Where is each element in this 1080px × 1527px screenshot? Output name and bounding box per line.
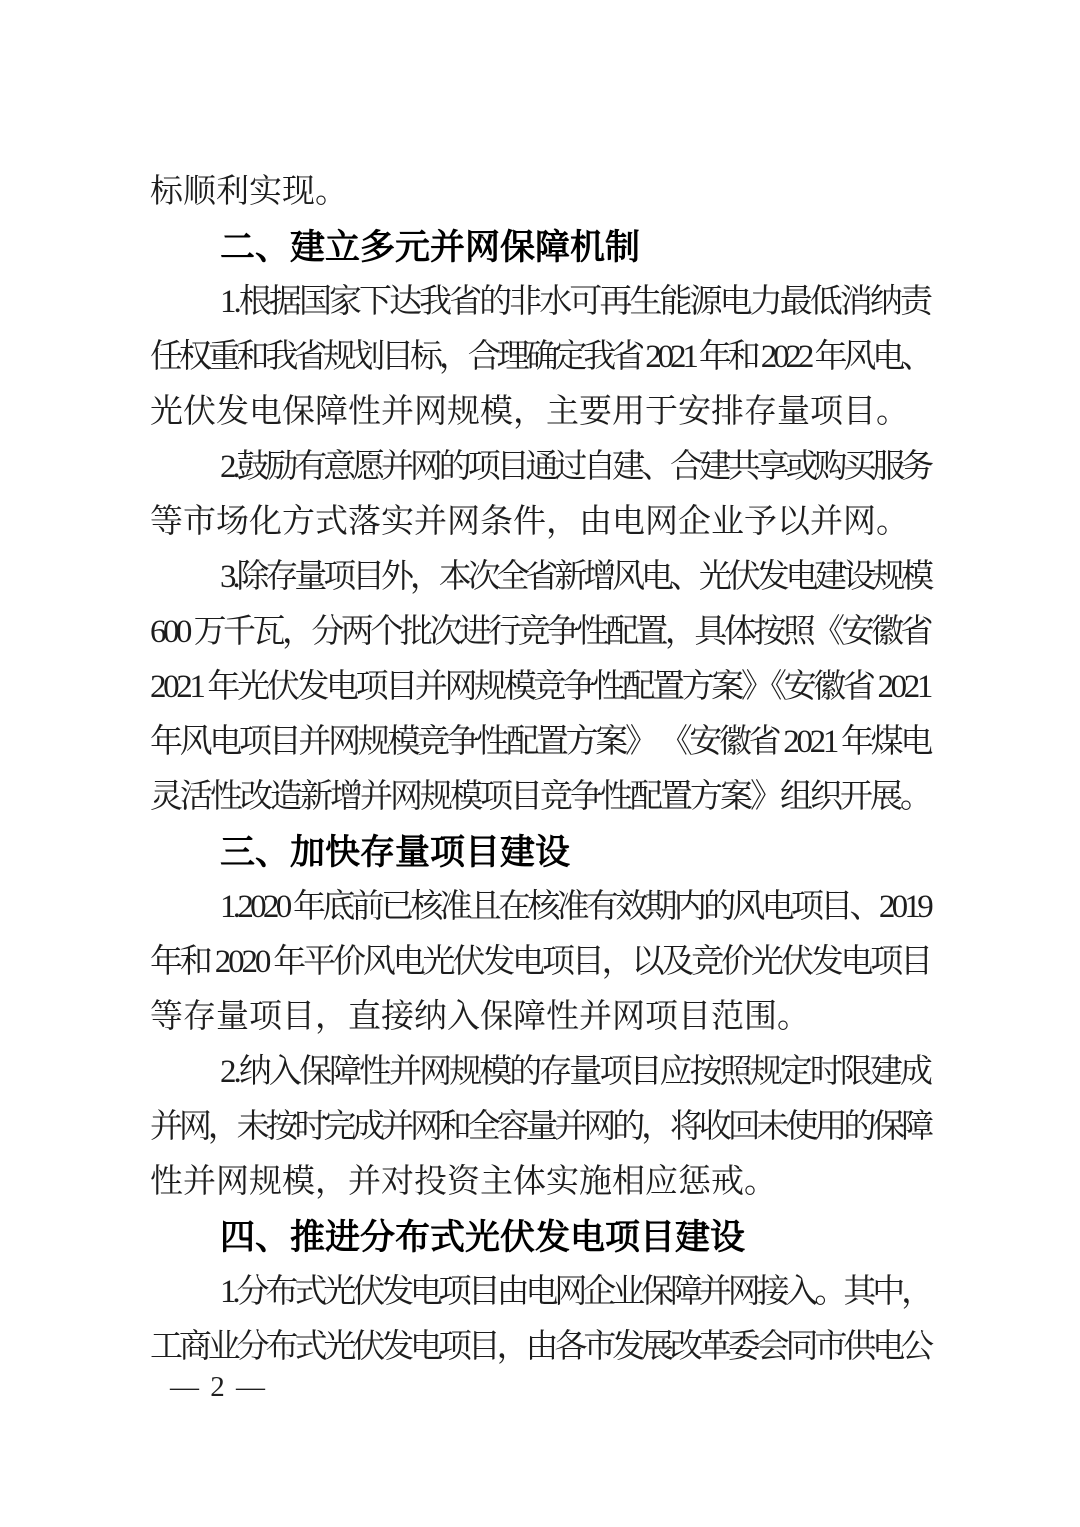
body-text-line [150, 1155, 930, 1210]
line-text: 二、建立多元并网保障机制 [220, 228, 641, 267]
line-text: 2.鼓励有意愿并网的项目通过自建、合建共享或购买服务 [220, 449, 931, 485]
line-text: 2021 年光伏发电项目并网规模竞争性配置方案》《安徽省 2021 [150, 669, 931, 705]
line-text: 四、推进分布式光伏发电项目建设 [220, 1218, 746, 1257]
line-text: 灵活性改造新增并网规模项目竞争性配置方案》组织开展。 [150, 779, 930, 815]
body-text-line [150, 550, 930, 605]
line-text: 三、加快存量项目建设 [220, 833, 571, 872]
line-text: 600 万千瓦，分两个批次进行竞争性配置，具体按照《安徽省 [150, 614, 931, 650]
body-text-line [150, 275, 930, 330]
line-text: 并网，未按时完成并网和全容量并网的，将收回未使用的保障 [150, 1109, 931, 1145]
line-text: 1.分布式光伏发电项目由电网企业保障并网接入。其中， [220, 1274, 931, 1310]
line-text: 工商业分布式光伏发电项目，由各市发展改革委会同市供电公 [150, 1329, 931, 1365]
body-text-line [150, 1045, 930, 1100]
line-text: 1.根据国家下达我省的非水可再生能源电力最低消纳责 [220, 284, 931, 320]
line-text: 3.除存量项目外，本次全省新增风电、光伏发电建设规模 [220, 559, 931, 595]
body-text-line [150, 770, 930, 825]
line-text: 标顺利实现。 [150, 174, 348, 210]
body-text-line [150, 605, 930, 660]
line-text: 等存量项目，直接纳入保障性并网项目范围。 [150, 999, 810, 1035]
line-text: 1.2020 年底前已核准且在核准有效期内的风电项目、2019 [220, 889, 931, 925]
body-text-line [150, 440, 930, 495]
line-text: 2.纳入保障性并网规模的存量项目应按照规定时限建成 [220, 1054, 931, 1090]
body-text-line [150, 1320, 930, 1375]
body-text-line [150, 495, 930, 550]
body-text-line [150, 165, 930, 220]
document-body [150, 165, 930, 1375]
page-number: — 2 — [170, 1371, 267, 1403]
body-text-line [150, 715, 930, 770]
line-text: 等市场化方式落实并网条件，由电网企业予以并网。 [150, 504, 909, 540]
section-heading [150, 825, 930, 880]
body-text-line [150, 1100, 930, 1155]
line-text: 任权重和我省规划目标，合理确定我省 2021 年和 2022 年风电、 [150, 339, 931, 375]
line-text: 光伏发电保障性并网规模，主要用于安排存量项目。 [150, 394, 909, 430]
body-text-line [150, 385, 930, 440]
line-text: 性并网规模，并对投资主体实施相应惩戒。 [150, 1164, 777, 1200]
body-text-line [150, 330, 930, 385]
body-text-line [150, 880, 930, 935]
line-text: 年风电项目并网规模竞争性配置方案》 《安徽省 2021 年煤电 [150, 724, 931, 760]
body-text-line [150, 1265, 930, 1320]
body-text-line [150, 990, 930, 1045]
section-heading [150, 220, 930, 275]
body-text-line [150, 660, 930, 715]
line-text: 年和 2020 年平价风电光伏发电项目，以及竞价光伏发电项目 [150, 944, 931, 980]
section-heading [150, 1210, 930, 1265]
body-text-line [150, 935, 930, 990]
